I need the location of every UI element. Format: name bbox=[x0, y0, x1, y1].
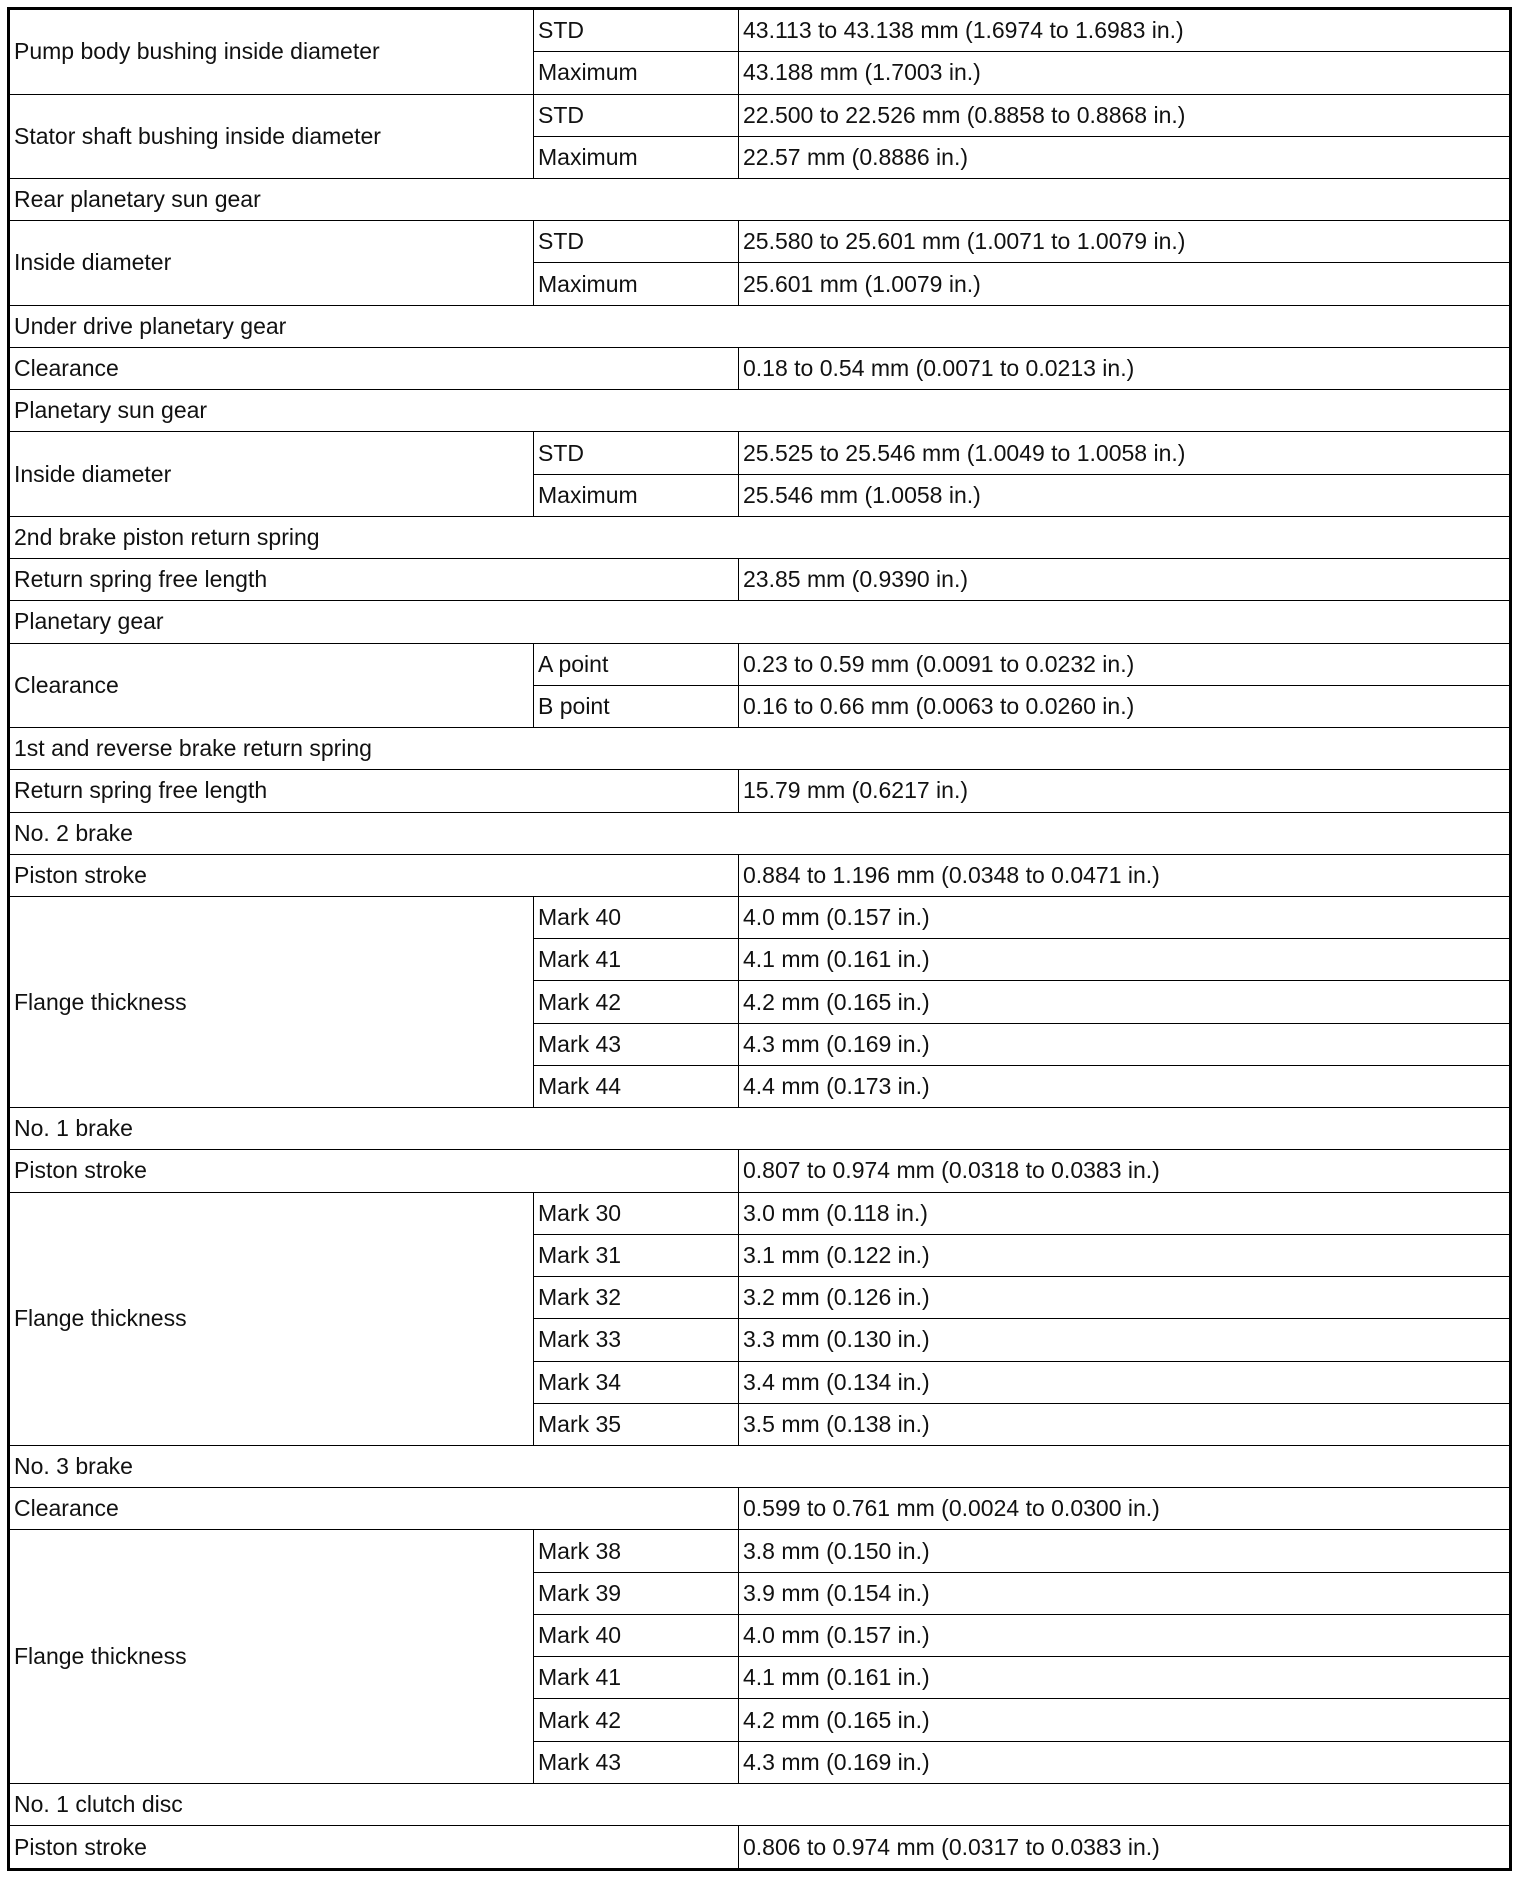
item-label: Pump body bushing inside diameter bbox=[9, 9, 534, 95]
condition-label: Mark 44 bbox=[534, 1065, 739, 1107]
specification-table-body bbox=[9, 9, 1511, 1870]
item-label: Flange thickness bbox=[9, 896, 534, 1107]
condition-label: Mark 43 bbox=[534, 1023, 739, 1065]
table-row bbox=[9, 390, 1511, 432]
spec-value: 22.57 mm (0.8886 in.) bbox=[739, 136, 1511, 178]
spec-value: 4.4 mm (0.173 in.) bbox=[739, 1065, 1511, 1107]
condition-label: Maximum bbox=[534, 136, 739, 178]
item-label: Inside diameter bbox=[9, 432, 534, 516]
item-label: Flange thickness bbox=[9, 1192, 534, 1445]
spec-value: 3.8 mm (0.150 in.) bbox=[739, 1530, 1511, 1572]
spec-value: 25.525 to 25.546 mm (1.0049 to 1.0058 in.) bbox=[739, 432, 1511, 474]
condition-label: Mark 35 bbox=[534, 1403, 739, 1445]
table-row bbox=[9, 1108, 1511, 1150]
spec-value: 3.3 mm (0.130 in.) bbox=[739, 1319, 1511, 1361]
spec-value: 0.599 to 0.761 mm (0.0024 to 0.0300 in.) bbox=[739, 1488, 1511, 1530]
condition-label: STD bbox=[534, 221, 739, 263]
condition-label: Mark 40 bbox=[534, 1614, 739, 1656]
condition-label: STD bbox=[534, 94, 739, 136]
table-row bbox=[9, 812, 1511, 854]
table-row bbox=[9, 728, 1511, 770]
section-heading: No. 1 brake bbox=[9, 1108, 1511, 1150]
spec-value: 3.1 mm (0.122 in.) bbox=[739, 1234, 1511, 1276]
condition-label: A point bbox=[534, 643, 739, 685]
section-heading: Planetary gear bbox=[9, 601, 1511, 643]
table-row bbox=[9, 1446, 1511, 1488]
item-label: Piston stroke bbox=[9, 854, 739, 896]
spec-value: 22.500 to 22.526 mm (0.8858 to 0.8868 in.) bbox=[739, 94, 1511, 136]
spec-value: 3.0 mm (0.118 in.) bbox=[739, 1192, 1511, 1234]
spec-value: 3.4 mm (0.134 in.) bbox=[739, 1361, 1511, 1403]
spec-value: 43.113 to 43.138 mm (1.6974 to 1.6983 in.) bbox=[739, 9, 1511, 52]
item-label: Piston stroke bbox=[9, 1826, 739, 1870]
spec-value: 43.188 mm (1.7003 in.) bbox=[739, 52, 1511, 94]
item-label: Flange thickness bbox=[9, 1530, 534, 1783]
section-heading: 1st and reverse brake return spring bbox=[9, 728, 1511, 770]
condition-label: Mark 31 bbox=[534, 1234, 739, 1276]
condition-label: STD bbox=[534, 9, 739, 52]
table-row bbox=[9, 221, 1511, 263]
table-row bbox=[9, 1150, 1511, 1192]
condition-label: Maximum bbox=[534, 52, 739, 94]
table-row bbox=[9, 559, 1511, 601]
table-row bbox=[9, 9, 1511, 52]
spec-value: 25.580 to 25.601 mm (1.0071 to 1.0079 in.) bbox=[739, 221, 1511, 263]
spec-value: 3.5 mm (0.138 in.) bbox=[739, 1403, 1511, 1445]
item-label: Stator shaft bushing inside diameter bbox=[9, 94, 534, 178]
table-row bbox=[9, 94, 1511, 136]
table-row bbox=[9, 896, 1511, 938]
item-label: Return spring free length bbox=[9, 770, 739, 812]
item-label: Piston stroke bbox=[9, 1150, 739, 1192]
table-row bbox=[9, 1192, 1511, 1234]
spec-value: 4.0 mm (0.157 in.) bbox=[739, 1614, 1511, 1656]
spec-value: 23.85 mm (0.9390 in.) bbox=[739, 559, 1511, 601]
table-row bbox=[9, 854, 1511, 896]
condition-label: Mark 34 bbox=[534, 1361, 739, 1403]
condition-label: Mark 42 bbox=[534, 981, 739, 1023]
spec-value: 25.601 mm (1.0079 in.) bbox=[739, 263, 1511, 305]
spec-value: 0.16 to 0.66 mm (0.0063 to 0.0260 in.) bbox=[739, 685, 1511, 727]
condition-label: Mark 40 bbox=[534, 896, 739, 938]
spec-value: 3.9 mm (0.154 in.) bbox=[739, 1572, 1511, 1614]
condition-label: Mark 43 bbox=[534, 1741, 739, 1783]
table-row bbox=[9, 347, 1511, 389]
item-label: Clearance bbox=[9, 643, 534, 727]
table-row bbox=[9, 1826, 1511, 1870]
table-row bbox=[9, 1783, 1511, 1825]
table-row bbox=[9, 178, 1511, 220]
condition-label: Mark 32 bbox=[534, 1277, 739, 1319]
spec-value: 4.2 mm (0.165 in.) bbox=[739, 1699, 1511, 1741]
spec-value: 0.884 to 1.196 mm (0.0348 to 0.0471 in.) bbox=[739, 854, 1511, 896]
section-heading: No. 3 brake bbox=[9, 1446, 1511, 1488]
table-row bbox=[9, 1530, 1511, 1572]
specification-table bbox=[7, 7, 1512, 1871]
item-label: Return spring free length bbox=[9, 559, 739, 601]
spec-value: 4.1 mm (0.161 in.) bbox=[739, 1657, 1511, 1699]
table-row bbox=[9, 770, 1511, 812]
condition-label: Maximum bbox=[534, 263, 739, 305]
section-heading: Under drive planetary gear bbox=[9, 305, 1511, 347]
condition-label: Mark 39 bbox=[534, 1572, 739, 1614]
condition-label: STD bbox=[534, 432, 739, 474]
condition-label: Mark 38 bbox=[534, 1530, 739, 1572]
spec-value: 15.79 mm (0.6217 in.) bbox=[739, 770, 1511, 812]
table-row bbox=[9, 643, 1511, 685]
table-row bbox=[9, 432, 1511, 474]
spec-value: 25.546 mm (1.0058 in.) bbox=[739, 474, 1511, 516]
section-heading: No. 2 brake bbox=[9, 812, 1511, 854]
spec-value: 0.806 to 0.974 mm (0.0317 to 0.0383 in.) bbox=[739, 1826, 1511, 1870]
spec-value: 0.807 to 0.974 mm (0.0318 to 0.0383 in.) bbox=[739, 1150, 1511, 1192]
section-heading: Rear planetary sun gear bbox=[9, 178, 1511, 220]
section-heading: 2nd brake piston return spring bbox=[9, 516, 1511, 558]
item-label: Inside diameter bbox=[9, 221, 534, 305]
item-label: Clearance bbox=[9, 347, 739, 389]
condition-label: Mark 41 bbox=[534, 1657, 739, 1699]
condition-label: B point bbox=[534, 685, 739, 727]
section-heading: Planetary sun gear bbox=[9, 390, 1511, 432]
condition-label: Mark 41 bbox=[534, 939, 739, 981]
spec-value: 4.2 mm (0.165 in.) bbox=[739, 981, 1511, 1023]
spec-value: 4.3 mm (0.169 in.) bbox=[739, 1741, 1511, 1783]
section-heading: No. 1 clutch disc bbox=[9, 1783, 1511, 1825]
table-row bbox=[9, 305, 1511, 347]
condition-label: Mark 33 bbox=[534, 1319, 739, 1361]
spec-value: 0.23 to 0.59 mm (0.0091 to 0.0232 in.) bbox=[739, 643, 1511, 685]
spec-value: 4.3 mm (0.169 in.) bbox=[739, 1023, 1511, 1065]
table-row bbox=[9, 516, 1511, 558]
spec-value: 3.2 mm (0.126 in.) bbox=[739, 1277, 1511, 1319]
spec-value: 4.0 mm (0.157 in.) bbox=[739, 896, 1511, 938]
item-label: Clearance bbox=[9, 1488, 739, 1530]
condition-label: Maximum bbox=[534, 474, 739, 516]
spec-value: 0.18 to 0.54 mm (0.0071 to 0.0213 in.) bbox=[739, 347, 1511, 389]
condition-label: Mark 42 bbox=[534, 1699, 739, 1741]
spec-value: 4.1 mm (0.161 in.) bbox=[739, 939, 1511, 981]
table-row bbox=[9, 1488, 1511, 1530]
condition-label: Mark 30 bbox=[534, 1192, 739, 1234]
table-row bbox=[9, 601, 1511, 643]
